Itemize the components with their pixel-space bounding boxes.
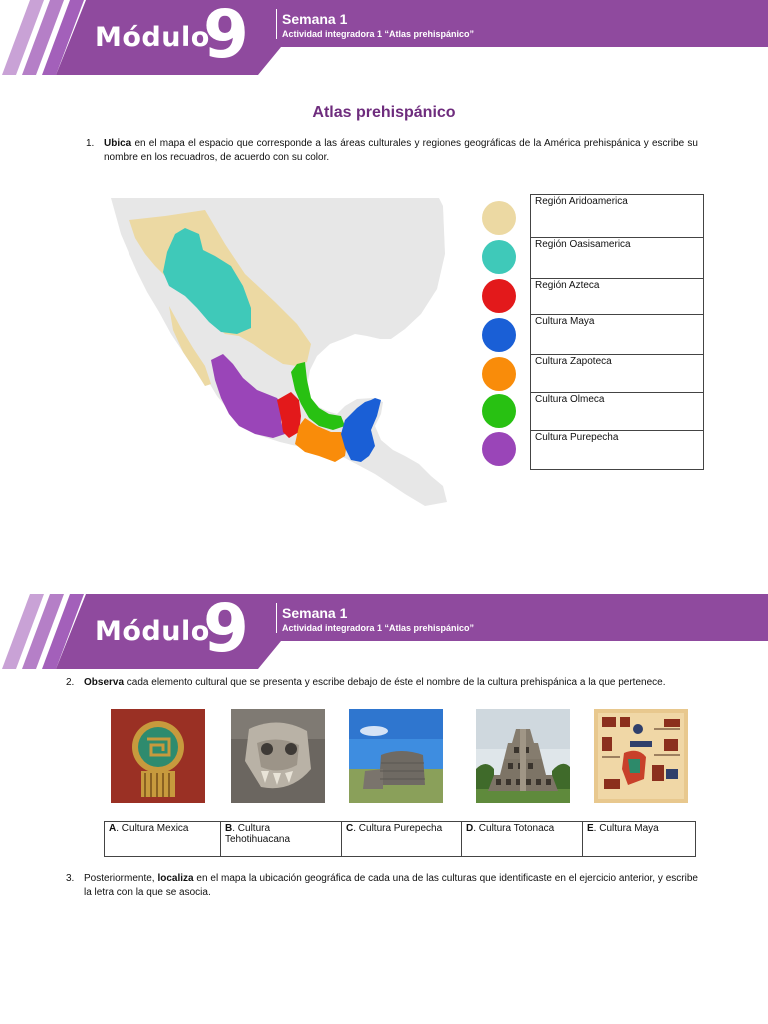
legend-row[interactable]: Región Oasisamerica	[531, 238, 703, 279]
mexica-jade-ornament-icon	[111, 709, 205, 803]
answer-cell[interactable]	[105, 822, 221, 857]
teotihuacan-serpent-head-icon	[231, 709, 325, 803]
page-title: Atlas prehispánico	[312, 104, 456, 121]
legend-row[interactable]: Cultura Maya	[531, 315, 703, 355]
legend-dot-azteca	[482, 279, 516, 313]
module-banner-2	[0, 590, 768, 669]
legend-dot-purepecha	[482, 432, 516, 466]
week-label: Semana 1	[282, 11, 348, 27]
banner-divider	[276, 603, 277, 633]
legend-row[interactable]: Cultura Zapoteca	[531, 355, 703, 393]
legend-dot-zapoteca	[482, 357, 516, 391]
instruction-1	[86, 137, 698, 165]
instruction-number: 2.	[66, 677, 75, 688]
activity-label: Actividad integradora 1 “Atlas prehispánico”	[282, 29, 475, 39]
answer-letter: A	[109, 823, 117, 834]
module-banner	[0, 0, 768, 75]
instruction-keyword: Observa	[84, 677, 125, 688]
activity-label: Actividad integradora 1 “Atlas prehispánico”	[282, 623, 475, 633]
instruction-text: cada elemento cultural que se presenta y escribe debajo de éste el nombre de la cultura prehispánica a la que pertenece.	[124, 677, 666, 688]
instruction-2	[66, 676, 698, 690]
instruction-3	[66, 872, 698, 900]
instruction-pre: Posteriormente,	[84, 873, 158, 884]
banner-divider	[276, 9, 277, 39]
week-label: Semana 1	[282, 605, 348, 621]
instruction-keyword: localiza	[157, 873, 194, 884]
instruction-number: 3.	[66, 873, 75, 884]
legend-row[interactable]: Región Aridoamerica	[531, 195, 703, 238]
instruction-text: en el mapa el espacio que corresponde a las áreas culturales y regiones geográficas de la América prehispánica y escribe su nombre en los recuadros, de acuerdo con su color.	[104, 138, 698, 163]
legend-dot-aridoamerica	[482, 201, 516, 235]
answer-text: . Cultura Maya	[593, 823, 659, 834]
answer-text: . Cultura Mexica	[116, 823, 189, 834]
answers-table	[104, 821, 696, 857]
totonaca-pyramid-icon	[476, 709, 570, 803]
answer-text: . Cultura Totonaca	[473, 823, 555, 834]
module-number: 9	[203, 590, 249, 667]
instruction-number: 1.	[86, 138, 95, 149]
legend-row[interactable]: Región Azteca	[531, 279, 703, 315]
module-number: 9	[203, 0, 249, 73]
legend-dot-maya	[482, 318, 516, 352]
module-label: Módulo	[95, 616, 210, 647]
mesoamerica-map	[105, 194, 448, 512]
answer-cell[interactable]	[342, 822, 462, 857]
answer-cell[interactable]	[221, 822, 342, 857]
answer-text: . Cultura Tehotihuacana	[225, 823, 291, 845]
legend-row[interactable]: Cultura Purepecha	[535, 432, 619, 443]
instruction-text: en el mapa la ubicación geográfica de cada una de las culturas que identificaste en el ejercicio anterior, y escribe la letra con la que se asocia.	[84, 873, 698, 898]
answer-letter: B	[225, 823, 233, 834]
legend-row[interactable]: Cultura Olmeca	[531, 393, 703, 431]
answer-text: . Cultura Purepecha	[353, 823, 443, 834]
maya-codex-icon	[594, 709, 688, 803]
instruction-keyword: Ubica	[104, 138, 132, 149]
answer-cell[interactable]	[583, 822, 696, 857]
answer-letter: E	[587, 823, 594, 834]
purepecha-yacata-icon	[349, 709, 443, 803]
answer-letter: C	[346, 823, 354, 834]
legend-dot-olmeca	[482, 394, 516, 428]
module-label: Módulo	[95, 22, 210, 53]
legend-table	[530, 194, 704, 470]
answer-cell[interactable]	[462, 822, 583, 857]
answer-letter: D	[466, 823, 474, 834]
legend-dot-oasisamerica	[482, 240, 516, 274]
